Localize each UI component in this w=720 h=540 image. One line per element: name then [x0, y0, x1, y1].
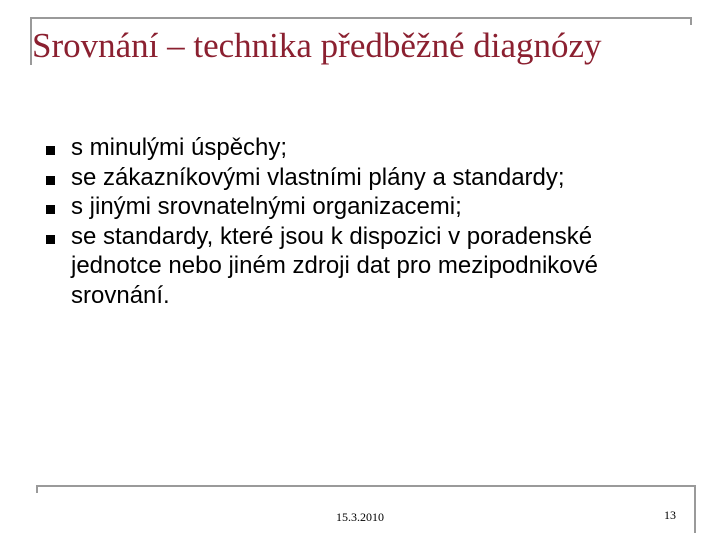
bullet-text: se zákazníkovými vlastními plány a standardy;: [71, 163, 565, 191]
footer-date: 15.3.2010: [336, 510, 384, 524]
footer-frame-left-tick: [36, 485, 38, 493]
title-frame-top-line: [30, 17, 692, 19]
bullet-item: [46, 133, 686, 163]
title-frame-right-tick: [690, 17, 692, 25]
bullet-item: [46, 192, 686, 222]
bullet-item: [46, 222, 686, 311]
bullet-text: s jinými srovnatelnými organizacemi;: [71, 193, 462, 220]
square-bullet-icon: [46, 205, 55, 214]
slide-number: 13: [664, 508, 676, 522]
square-bullet-icon: [46, 146, 55, 155]
bullet-list: [46, 133, 686, 310]
square-bullet-icon: [46, 176, 55, 185]
bullet-item: [46, 163, 686, 193]
footer-divider-line: [36, 485, 696, 487]
slide-title: Srovnání – technika předběžné diagnózy: [32, 26, 602, 65]
square-bullet-icon: [46, 235, 55, 244]
bullet-text: s minulými úspěchy;: [71, 134, 288, 161]
bullet-text: se standardy, které jsou k dispozici v poradenské jednotce nebo jiném zdroji dat pro mezipodnikové srovnání.: [71, 222, 598, 309]
footer-frame-right-line: [694, 485, 696, 533]
